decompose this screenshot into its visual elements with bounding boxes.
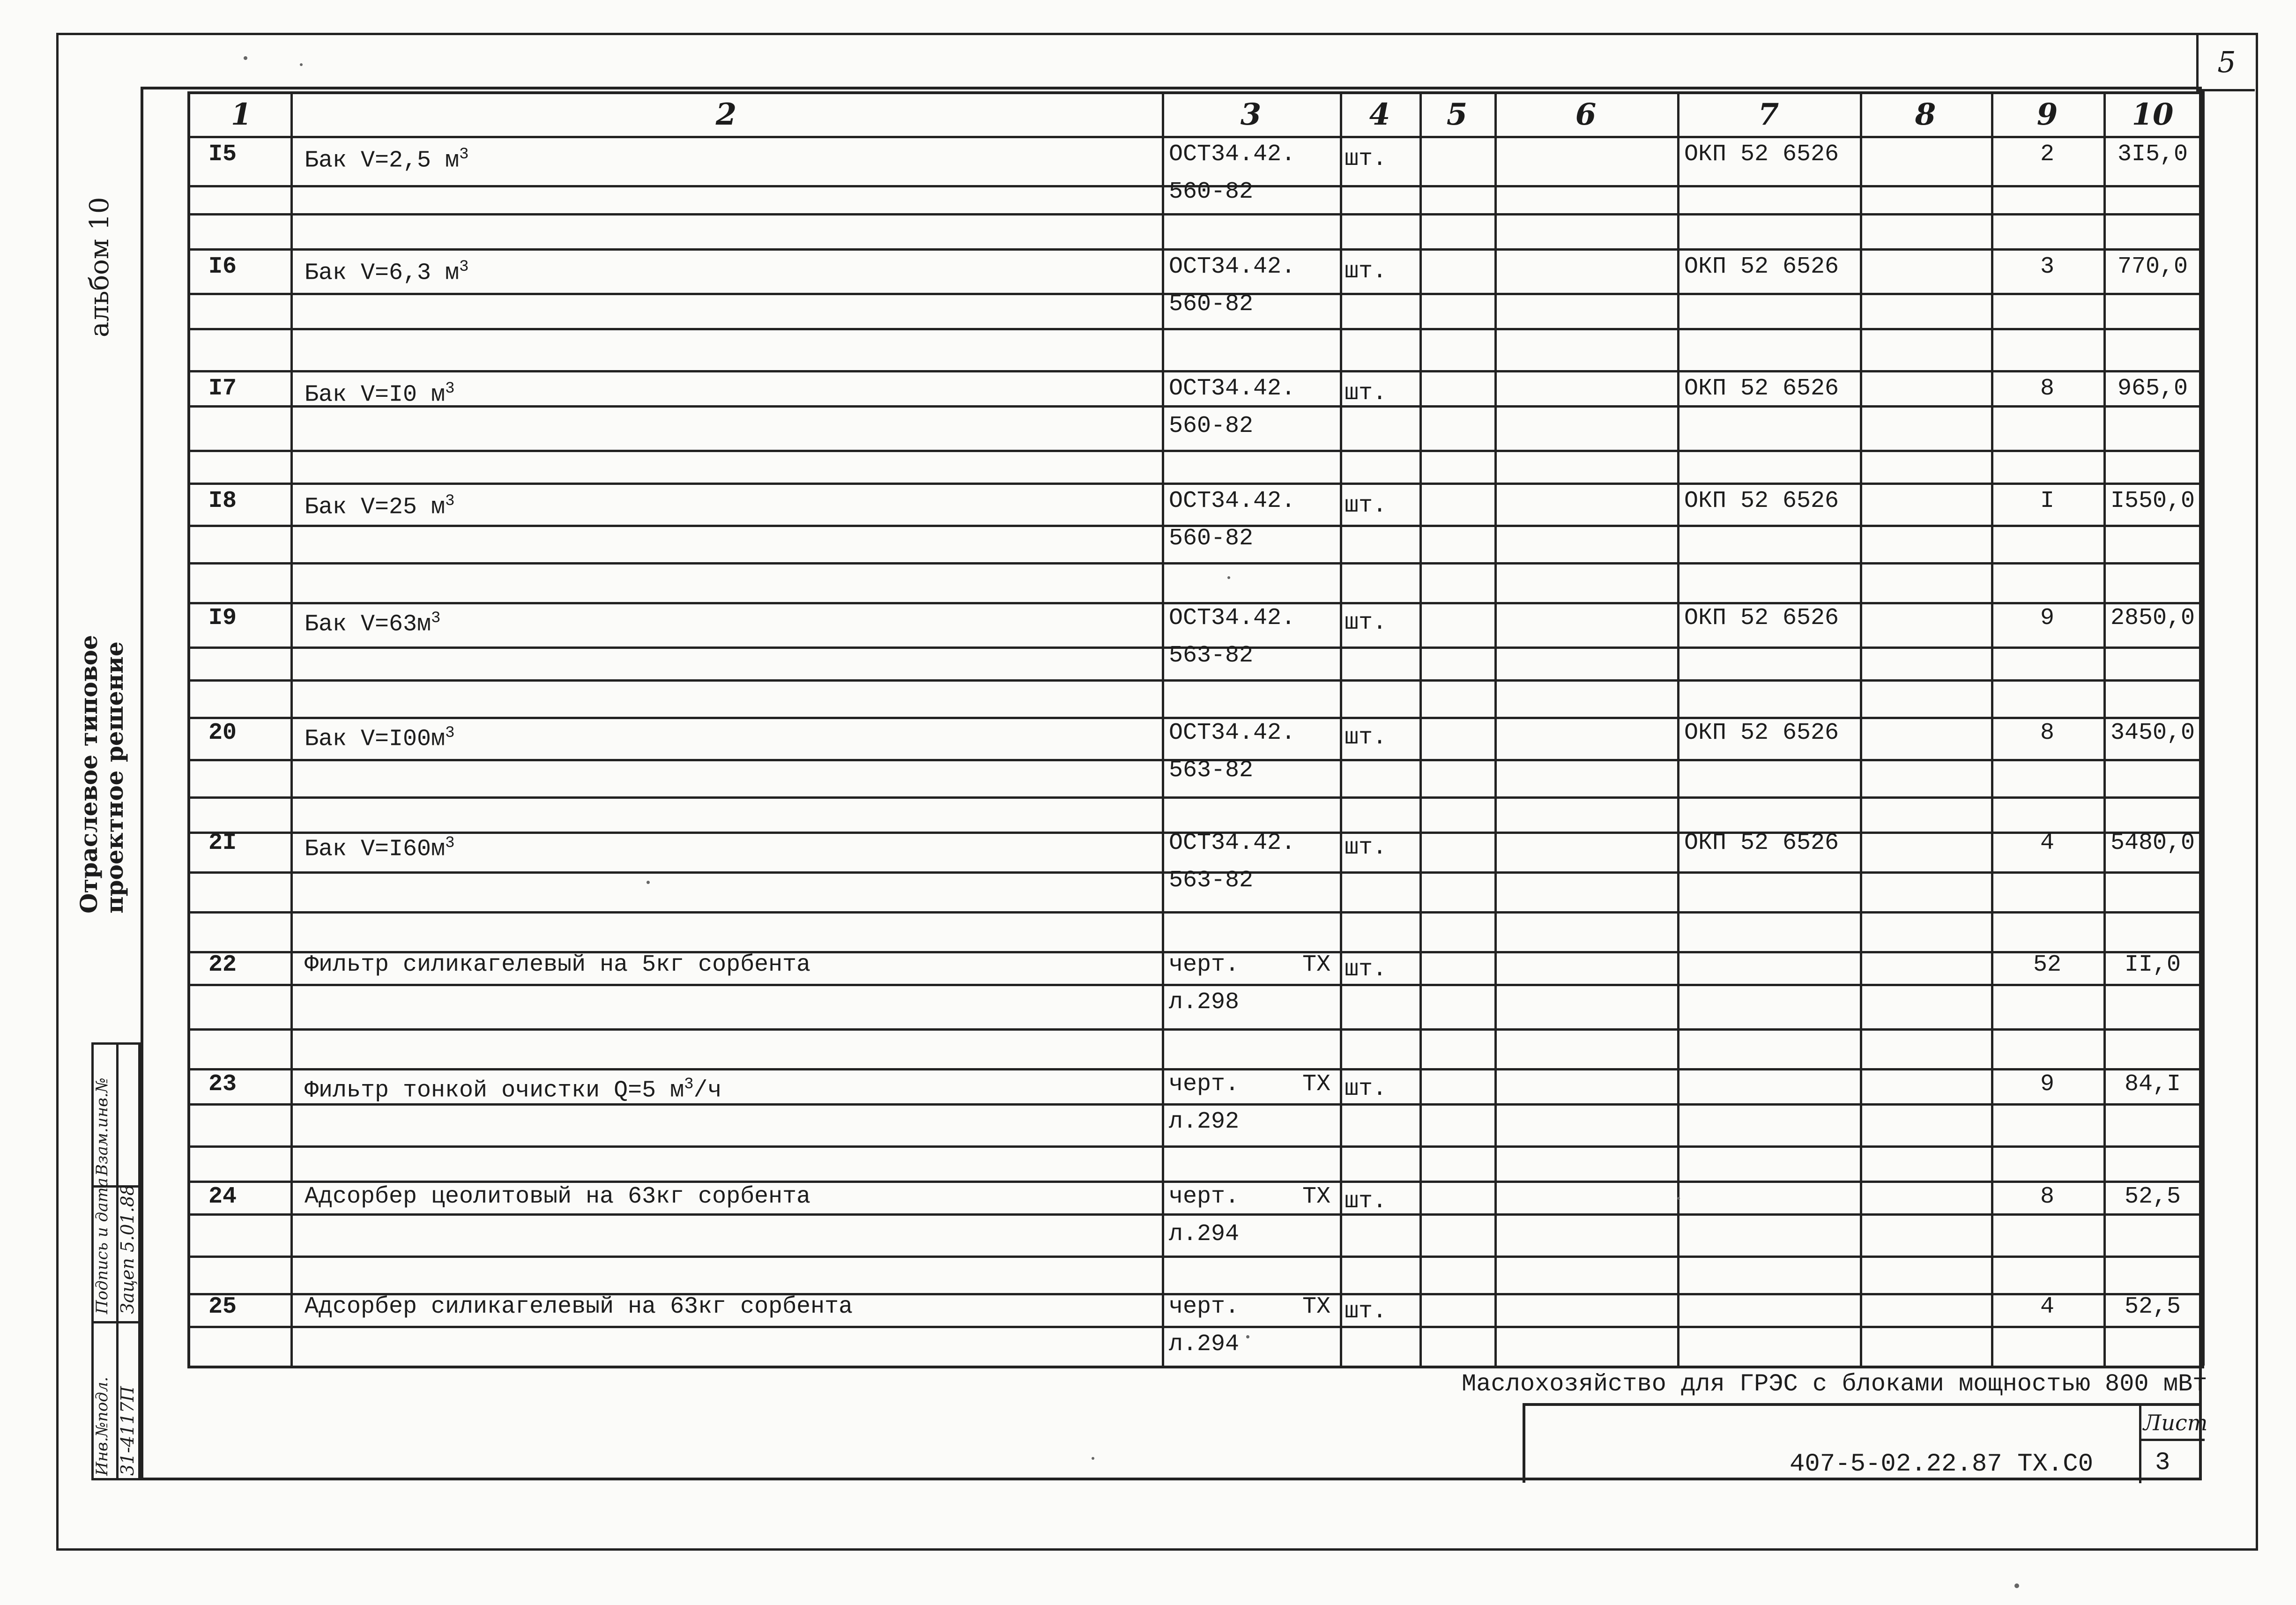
- mass: 84,I: [2124, 1071, 2181, 1098]
- quantity: 2: [2040, 141, 2054, 168]
- item-name-text: Адсорбер силикагелевый на 63кг сорбента: [305, 1293, 853, 1320]
- quantity: I: [2040, 488, 2054, 514]
- doc-reference-line2: 560-82: [1169, 413, 1254, 439]
- item-name: [305, 1293, 853, 1321]
- table-row-line: [187, 370, 2204, 372]
- item-name-text: Адсорбер цеолитовый на 63кг сорбента: [305, 1183, 811, 1210]
- unit: шт.: [1345, 1188, 1387, 1215]
- quantity: 4: [2040, 1293, 2054, 1320]
- col-header-6: 6: [1575, 97, 1597, 132]
- table-col-line: [1991, 91, 1993, 1366]
- table-row-line: [187, 911, 2204, 914]
- row-number: 25: [208, 1293, 237, 1320]
- item-name: [305, 951, 810, 979]
- mass: II,0: [2124, 951, 2181, 978]
- row-number: 23: [208, 1071, 237, 1098]
- col-header-2: 2: [715, 97, 737, 132]
- unit: шт.: [1345, 1076, 1387, 1102]
- item-name-superscript: 3: [431, 609, 441, 627]
- table-row-line: [187, 796, 2204, 799]
- item-name-text: Фильтр силикагелевый на 5кг сорбента: [305, 951, 811, 978]
- mass: I550,0: [2110, 488, 2195, 514]
- table-row-line: [187, 1326, 2204, 1328]
- doc-reference-line2: л.294: [1169, 1331, 1240, 1358]
- doc-reference-line1: ОСТ34.42.: [1169, 720, 1296, 746]
- item-name: [305, 1070, 722, 1105]
- table-row-line: [187, 213, 2204, 215]
- table-col-line: [1494, 91, 1497, 1366]
- doc-reference-line2: 560-82: [1169, 291, 1254, 318]
- stamp-code: 407-5-02.22.87 ТХ.С0: [1790, 1450, 2094, 1479]
- item-name: [305, 375, 454, 409]
- doc-reference-line2: 563-82: [1169, 642, 1254, 669]
- unit: шт.: [1345, 258, 1387, 285]
- table-row-line: [187, 1145, 2204, 1148]
- unit: шт.: [1345, 1298, 1387, 1325]
- unit: шт.: [1345, 609, 1387, 636]
- doc-reference-line2: 563-82: [1169, 757, 1254, 784]
- unit: шт.: [1345, 724, 1387, 751]
- doc-reference-line1: ОСТ34.42.: [1169, 830, 1296, 856]
- table-row-line: [187, 405, 2204, 408]
- quantity: 3: [2040, 253, 2054, 280]
- row-number: 2I: [208, 830, 237, 856]
- stamp-title: Маслохозяйство для ГРЭС с блоками мощностью 800 мВт: [1462, 1370, 2207, 1398]
- side-stamp-col-inv: Инв.№подл.: [93, 1376, 111, 1476]
- table-row-line: [187, 450, 2204, 452]
- item-name-tail: /ч: [693, 1077, 722, 1104]
- item-name: [305, 719, 454, 754]
- table-row-line: [187, 1028, 2204, 1031]
- table-col-line: [1677, 91, 1679, 1366]
- doc-reference-line2: 563-82: [1169, 867, 1254, 894]
- doc-reference-tx: ТХ: [1302, 1183, 1331, 1210]
- row-number: I9: [208, 605, 237, 632]
- table-row-line: [187, 1256, 2204, 1258]
- doc-reference-line1: ОСТ34.42.: [1169, 488, 1296, 514]
- doc-reference-line1: черт.: [1169, 1183, 1240, 1210]
- col-header-9: 9: [2036, 97, 2058, 132]
- table-col-line: [1162, 91, 1164, 1366]
- product-code: ОКП 52 6526: [1684, 830, 1839, 856]
- item-name-superscript: 3: [445, 724, 455, 742]
- side-stamp-col-sign: Подпись и дата: [93, 1178, 111, 1314]
- quantity: 8: [2040, 375, 2054, 402]
- doc-reference-line2: 560-82: [1169, 525, 1254, 552]
- item-name-text: Бак V=I00м: [305, 726, 446, 753]
- table-row-line: [187, 328, 2204, 330]
- mass: 52,5: [2124, 1183, 2181, 1210]
- row-number: I6: [208, 253, 237, 280]
- side-stamp-col-replace: Взам.инв.№: [93, 1077, 111, 1176]
- item-name-text: Бак V=I60м: [305, 836, 446, 863]
- stamp-sheet-number: 3: [2155, 1449, 2170, 1477]
- unit: шт.: [1345, 146, 1387, 172]
- side-stamp-value-sign: Зацеп 5.01.88: [117, 1184, 138, 1314]
- item-name: [305, 604, 440, 639]
- col-header-1: 1: [230, 97, 252, 132]
- quantity: 9: [2040, 605, 2054, 632]
- stamp-sheet-label: Лист: [2143, 1410, 2208, 1435]
- col-header-7: 7: [1758, 97, 1779, 132]
- row-number: I5: [208, 141, 237, 168]
- quantity: 8: [2040, 1183, 2054, 1210]
- table-row-line: [187, 248, 2204, 251]
- table-col-line: [2202, 91, 2205, 1366]
- doc-reference-line2: л.292: [1169, 1108, 1240, 1135]
- doc-reference-line2: л.294: [1169, 1221, 1240, 1248]
- table-row-line: [187, 1366, 2204, 1368]
- table-col-line: [1340, 91, 1342, 1366]
- mass: 3I5,0: [2117, 141, 2188, 168]
- col-header-4: 4: [1369, 97, 1390, 132]
- item-name-text: Бак V=2,5 м: [305, 147, 460, 174]
- row-number: 20: [208, 720, 237, 746]
- item-name-superscript: 3: [445, 492, 455, 510]
- quantity: 9: [2040, 1071, 2054, 1098]
- side-stamp-value-inv: 31-4117П: [117, 1386, 138, 1476]
- row-number: 24: [208, 1183, 237, 1210]
- mass: 52,5: [2124, 1293, 2181, 1320]
- page-number: 5: [2196, 35, 2255, 91]
- table-row-line: [187, 136, 2204, 138]
- mass: 770,0: [2117, 253, 2188, 280]
- product-code: ОКП 52 6526: [1684, 253, 1839, 280]
- item-name-text: Бак V=63м: [305, 611, 431, 638]
- table-row-line: [187, 483, 2204, 485]
- row-number: 22: [208, 951, 237, 978]
- table-row-line: [187, 562, 2204, 565]
- table-col-line: [2103, 91, 2106, 1366]
- product-code: ОКП 52 6526: [1684, 375, 1839, 402]
- item-name: [305, 141, 468, 175]
- table-col-line: [1419, 91, 1422, 1366]
- item-name: [305, 1183, 810, 1211]
- item-name: [305, 487, 454, 522]
- product-code: ОКП 52 6526: [1684, 488, 1839, 514]
- product-code: ОКП 52 6526: [1684, 141, 1839, 168]
- item-name-text: Бак V=I0 м: [305, 381, 446, 409]
- table-col-line: [187, 91, 190, 1366]
- album-label: альбом 10: [84, 197, 115, 337]
- side-title-line1: Отраслевое типовое: [75, 635, 103, 914]
- quantity: 52: [2033, 951, 2061, 978]
- unit: шт.: [1345, 380, 1387, 407]
- unit: шт.: [1345, 956, 1387, 983]
- table-row-line: [187, 984, 2204, 986]
- col-header-3: 3: [1240, 97, 1262, 132]
- product-code: ОКП 52 6526: [1684, 605, 1839, 632]
- doc-reference-line2: л.298: [1169, 989, 1240, 1016]
- doc-reference-line1: черт.: [1169, 1293, 1240, 1320]
- mass: 5480,0: [2110, 830, 2195, 856]
- quantity: 4: [2040, 830, 2054, 856]
- doc-reference-tx: ТХ: [1302, 1071, 1331, 1098]
- item-name-superscript: 3: [459, 146, 469, 163]
- doc-reference-line1: ОСТ34.42.: [1169, 141, 1296, 168]
- col-header-10: 10: [2132, 97, 2174, 132]
- doc-reference-line1: ОСТ34.42.: [1169, 253, 1296, 280]
- item-name-text: Бак V=25 м: [305, 494, 446, 521]
- col-header-8: 8: [1915, 97, 1936, 132]
- row-number: I7: [208, 375, 237, 402]
- doc-reference-line2: 560-82: [1169, 178, 1254, 205]
- table-row-line: [187, 679, 2204, 682]
- mass: 3450,0: [2110, 720, 2195, 746]
- quantity: 8: [2040, 720, 2054, 746]
- doc-reference-line1: ОСТ34.42.: [1169, 375, 1296, 402]
- col-header-5: 5: [1446, 97, 1468, 132]
- row-number: I8: [208, 488, 237, 514]
- item-name-superscript: 3: [684, 1076, 694, 1093]
- unit: шт.: [1345, 492, 1387, 519]
- item-name-superscript: 3: [445, 834, 455, 852]
- table-row-line: [187, 1213, 2204, 1216]
- table-col-line: [1860, 91, 1862, 1366]
- doc-reference-line1: черт.: [1169, 951, 1240, 978]
- product-code: ОКП 52 6526: [1684, 720, 1839, 746]
- doc-reference-tx: ТХ: [1302, 1293, 1331, 1320]
- doc-reference-tx: ТХ: [1302, 951, 1331, 978]
- item-name-text: Бак V=6,3 м: [305, 260, 460, 287]
- table-col-line: [290, 91, 293, 1366]
- item-name: [305, 829, 454, 864]
- doc-reference-line1: черт.: [1169, 1071, 1240, 1098]
- unit: шт.: [1345, 834, 1387, 861]
- doc-reference-line1: ОСТ34.42.: [1169, 605, 1296, 632]
- item-name-superscript: 3: [459, 258, 469, 276]
- side-title-line2: проектное решение: [101, 641, 128, 914]
- item-name-superscript: 3: [445, 380, 455, 398]
- item-name-text: Фильтр тонкой очистки Q=5 м: [305, 1077, 684, 1104]
- item-name: [305, 253, 468, 288]
- mass: 2850,0: [2110, 605, 2195, 632]
- mass: 965,0: [2117, 375, 2188, 402]
